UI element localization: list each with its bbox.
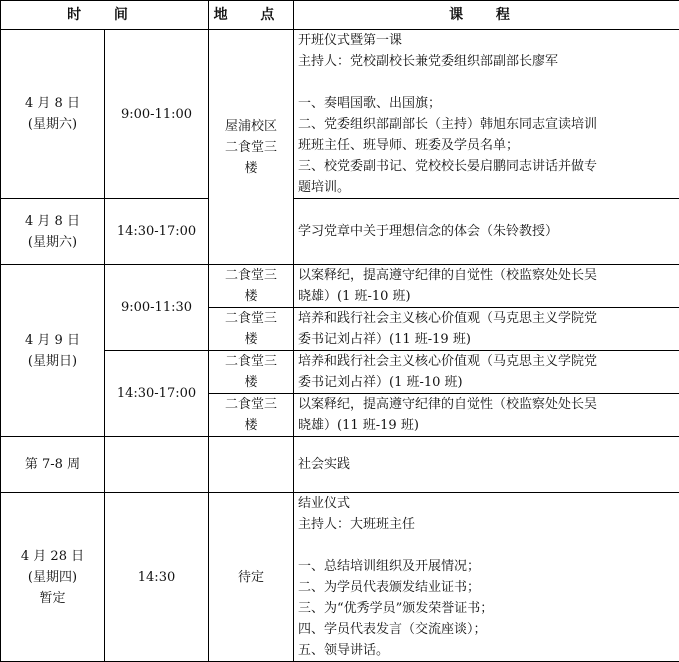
place-line: 楼 [213,286,289,307]
course-line: 委书记刘占祥）(11 班-19 班) [298,329,675,350]
course-title: 开班仪式暨第一课 [298,30,675,51]
course-cell [294,351,679,394]
course-line: 培养和践行社会主义核心价值观（马克思主义学院党 [298,308,675,329]
date-text: 4 月 8 日 [5,93,100,114]
date-cell [1,493,105,662]
course-cell: 学习党章中关于理想信念的体会（朱铃教授） [294,199,679,265]
date-cell: 第 7-8 周 [1,437,105,493]
header-row [1,1,679,30]
place-line: 楼 [213,372,289,393]
place-cell [209,394,294,437]
place-cell [209,308,294,351]
blank-line [298,72,675,93]
course-item: 题培训。 [298,177,675,198]
course-line: 培养和践行社会主义核心价值观（马克思主义学院党 [298,351,675,372]
course-item: 三、校党委副书记、党校校长晏启鹏同志讲话并做专 [298,156,675,177]
course-item: 班班主任、班导师、班委及学员名单； [298,135,675,156]
date-cell [1,265,105,437]
schedule-row-apr8-morning [1,30,679,199]
weekday-text: (星期六) [5,114,100,135]
course-cell [294,265,679,308]
place-cell [209,351,294,394]
course-host: 主持人：党校副校长兼党委组织部副部长廖军 [298,51,675,72]
time-cell: 9:00-11:30 [105,265,209,351]
header-course: 课 程 [294,1,679,30]
course-line: 委书记刘占祥）(1 班-10 班) [298,372,675,393]
date-cell [1,30,105,199]
schedule-row-apr8-afternoon [1,199,679,265]
place-line: 二食堂三 [213,351,289,372]
date-cell [1,199,105,265]
time-cell: 14:30 [105,493,209,662]
place-line: 二食堂三 [213,394,289,415]
course-item: 二、为学员代表颁发结业证书； [298,577,675,598]
course-cell [294,30,679,199]
course-host: 主持人：大班班主任 [298,514,675,535]
course-cell [294,493,679,662]
course-cell: 社会实践 [294,437,679,493]
place-cell: 待定 [209,493,294,662]
date-text: 4 月 8 日 [5,211,100,232]
course-cell [294,394,679,437]
course-title: 结业仪式 [298,493,675,514]
header-time: 时 间 [1,1,209,30]
course-item: 一、奏唱国歌、出国旗； [298,93,675,114]
tentative-text: 暂定 [5,588,100,609]
place-line: 楼 [213,329,289,350]
weekday-text: (星期日) [5,351,100,372]
weekday-text: (星期四) [5,567,100,588]
course-cell [294,308,679,351]
place-line: 二食堂三 [213,265,289,286]
course-line: 晓雄）(11 班-19 班) [298,415,675,436]
place-cell [209,265,294,308]
place-line: 屋浦校区 [213,116,289,137]
time-cell: 9:00-11:00 [105,30,209,199]
header-place: 地 点 [209,1,294,30]
blank-line [298,535,675,556]
course-line: 以案释纪，提高遵守纪律的自觉性（校监察处处长吴 [298,394,675,415]
place-line: 二食堂三 [213,308,289,329]
time-cell: 14:30-17:00 [105,351,209,437]
date-text: 4 月 28 日 [5,546,100,567]
weekday-text: (星期六) [5,232,100,253]
course-line: 以案释纪，提高遵守纪律的自觉性（校监察处处长吴 [298,265,675,286]
place-line: 楼 [213,158,289,179]
schedule-row-apr9-session-1 [1,265,679,308]
schedule-row-weeks-7-8 [1,437,679,493]
place-cell [209,437,294,493]
place-line: 二食堂三 [213,137,289,158]
course-item: 三、为“优秀学员”颁发荣誉证书； [298,598,675,619]
place-cell [209,30,294,265]
course-item: 四、学员代表发言（交流座谈）； [298,619,675,640]
course-item: 一、总结培训组织及开展情况； [298,556,675,577]
schedule-row-apr28 [1,493,679,662]
time-cell [105,437,209,493]
course-line: 晓雄）(1 班-10 班) [298,286,675,307]
date-text: 4 月 9 日 [5,330,100,351]
place-line: 楼 [213,415,289,436]
time-cell: 14:30-17:00 [105,199,209,265]
course-item: 五、领导讲话。 [298,640,675,661]
course-item: 二、党委组织部副部长（主持）韩旭东同志宣读培训 [298,114,675,135]
